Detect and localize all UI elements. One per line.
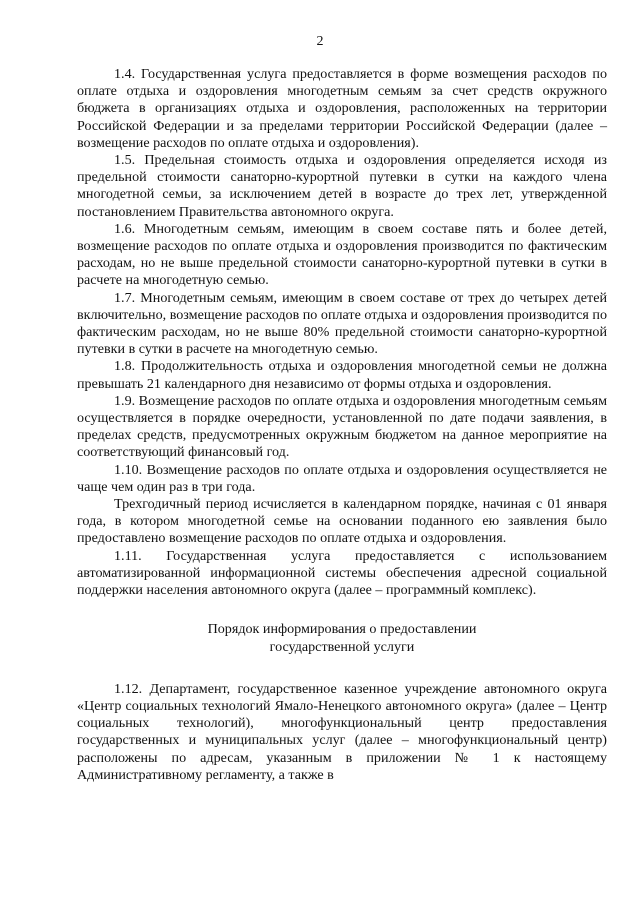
paragraph-1-12: 1.12. Департамент, государственное казенное учреждение автономного округа «Центр социальных технологий Ямало-Ненецкого автономного округа» (далее – Центр социальных технологий), многофункциональный центр предоставления государственных и муниципальных услуг (далее – многофункциональный центр) расположены по адресам, указанным в приложении № 1 к настоящему Административному регламенту, а также в [77,680,607,783]
section-heading [77,621,607,655]
paragraph-1-6: 1.6. Многодетным семьям, имеющим в своем составе пять и более детей, возмещение расходов по оплате отдыха и оздоровления производится по фактическим расходам, но не выше предельной стоимости санаторно-курортной путевки в сутки в расчете на многодетную семью. [77,220,607,289]
paragraph-1-8: 1.8. Продолжительность отдыха и оздоровления многодетной семьи не должна превышать 21 календарного дня независимо от формы отдыха и оздоровления. [77,358,607,392]
paragraph-1-10: 1.10. Возмещение расходов по оплате отдыха и оздоровления осуществляется не чаще чем один раз в три года. [77,461,607,495]
paragraph-1-4: 1.4. Государственная услуга предоставляется в форме возмещения расходов по оплате отдыха и оздоровления многодетным семьям за счет средств окружного бюджета в организациях отдыха и оздоровления, расположенных на территории Российской Федерации и за пределами территории Российской Федерации (далее – возмещение расходов по оплате отдыха и оздоровления). [77,66,607,151]
section-heading-line-2: государственной услуги [269,638,415,655]
paragraph-1-11: 1.11. Государственная услуга предоставляется с использованием автоматизированной информационной системы обеспечения адресной социальной поддержки населения автономного округа (далее – программный комплекс). [77,547,607,599]
document-body [77,66,607,784]
section-heading-line-1: Порядок информирования о предоставлении [207,621,477,638]
paragraph-1-9: 1.9. Возмещение расходов по оплате отдыха и оздоровления многодетным семьям осуществляется в порядке очередности, установленной по дате подачи заявления, в пределах средств, предусмотренных окружным бюджетом на данное мероприятие на соответствующий финансовый год. [77,392,607,461]
paragraph-three-year-period: Трехгодичный период исчисляется в календарном порядке, начиная с 01 января года, в котором многодетной семье на основании поданного ею заявления было предоставлено возмещение расходов по оплате отдыха и оздоровления. [77,496,607,547]
paragraph-1-7: 1.7. Многодетным семьям, имеющим в своем составе от трех до четырех детей включительно, возмещение расходов по оплате отдыха и оздоровления производится по фактическим расходам, но не выше 80% предельной стоимости санаторно-курортной путевки в сутки в расчете на многодетную семью. [77,289,607,358]
page-number: 2 [316,34,324,49]
paragraph-1-5: 1.5. Предельная стоимость отдыха и оздоровления определяется исходя из предельной стоимости санаторно-курортной путевки в сутки на каждого члена многодетной семьи, за исключением детей в возрасте до трех лет, утвержденной постановлением Правительства автономного округа. [77,152,607,220]
